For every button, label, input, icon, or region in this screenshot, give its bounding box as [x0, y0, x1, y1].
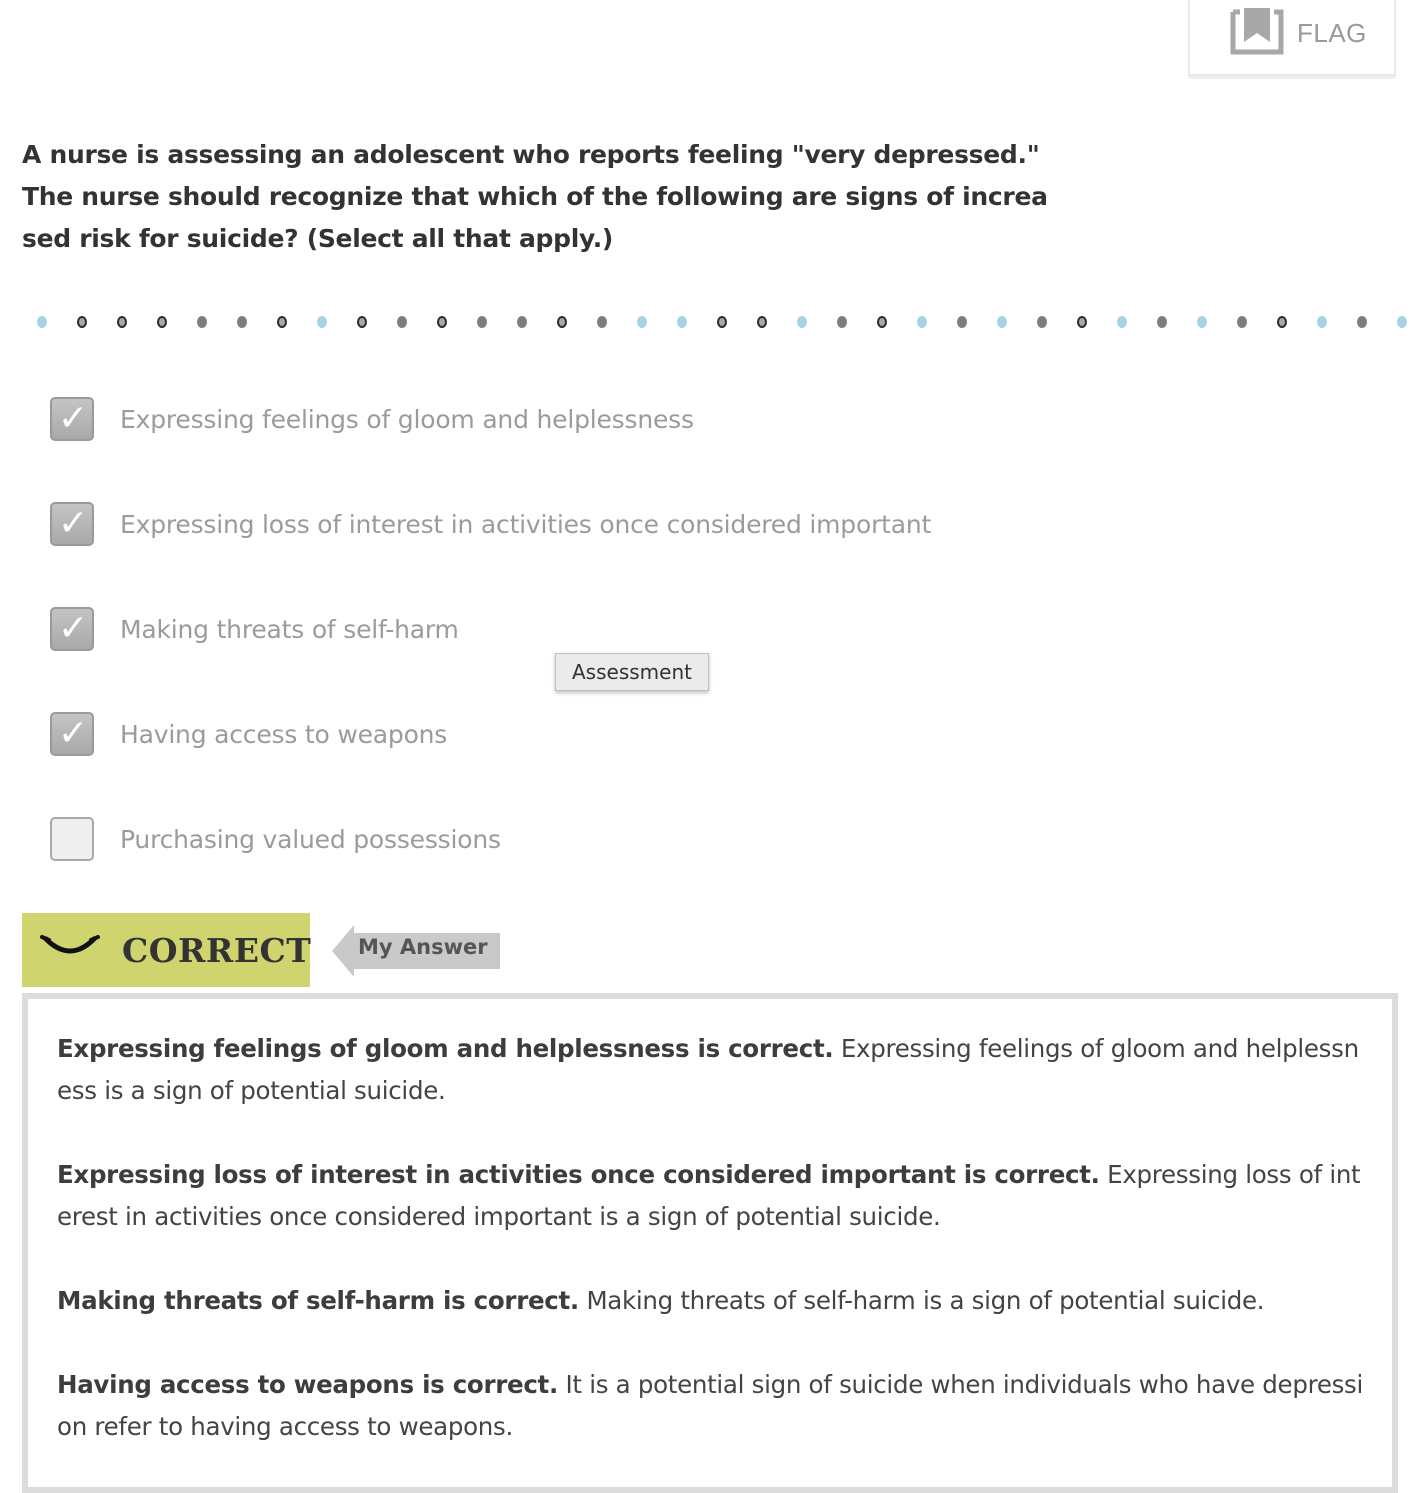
option-checkbox[interactable]	[50, 397, 94, 441]
progress-dot[interactable]	[797, 316, 807, 328]
progress-dot[interactable]	[517, 316, 527, 328]
feedback-heading: Expressing loss of interest in activities once considered important is correct.	[57, 1160, 1100, 1189]
checkmark-icon: ✓	[58, 608, 89, 649]
progress-dot[interactable]	[1077, 316, 1087, 328]
option-label: Expressing loss of interest in activities once considered important	[120, 509, 932, 539]
question-text: A nurse is assessing an adolescent who reports feeling "very depressed." The nurse should recognize that which of the following are signs of increased risk for suicide? (Select all that apply.)	[22, 140, 1048, 253]
feedback-heading: Expressing feelings of gloom and helplessness is correct.	[57, 1034, 834, 1063]
checkmark-icon: ✓	[58, 713, 89, 754]
progress-dot[interactable]	[317, 316, 327, 328]
progress-dot[interactable]	[1157, 316, 1167, 328]
option-checkbox[interactable]	[50, 502, 94, 546]
feedback-text: It is a potential sign of suicide when individuals who have depression refer to having access to weapons.	[57, 1370, 1364, 1441]
progress-dot[interactable]	[717, 316, 727, 328]
progress-dot[interactable]	[557, 316, 567, 328]
progress-dot[interactable]	[1397, 316, 1407, 328]
progress-dot[interactable]	[437, 316, 447, 328]
my-answer-label: My Answer	[358, 935, 488, 959]
feedback-item	[57, 1028, 1367, 1112]
bookmark-icon	[1230, 6, 1284, 56]
result-status: CORRECT	[122, 931, 312, 970]
option-checkbox[interactable]	[50, 817, 94, 861]
progress-dot[interactable]	[877, 316, 887, 328]
feedback-item	[57, 1280, 1367, 1322]
progress-dot[interactable]	[997, 316, 1007, 328]
option-0[interactable]	[50, 396, 1050, 442]
progress-dot[interactable]	[77, 316, 87, 328]
feedback-text: Making threats of self-harm is a sign of potential suicide.	[578, 1286, 1265, 1315]
progress-dot[interactable]	[277, 316, 287, 328]
tooltip: Assessment	[555, 653, 709, 691]
progress-dot[interactable]	[237, 316, 247, 328]
checkmark-icon: ✓	[58, 398, 89, 439]
progress-dot[interactable]	[1197, 316, 1207, 328]
progress-dot[interactable]	[477, 316, 487, 328]
progress-dot[interactable]	[197, 316, 207, 328]
feedback-item	[57, 1154, 1367, 1238]
progress-dot[interactable]	[357, 316, 367, 328]
option-label: Expressing feelings of gloom and helplessness	[120, 404, 694, 434]
progress-dot[interactable]	[1277, 316, 1287, 328]
option-4[interactable]	[50, 816, 1050, 862]
progress-dot[interactable]	[37, 316, 47, 328]
option-2[interactable]	[50, 606, 1050, 652]
progress-dot[interactable]	[677, 316, 687, 328]
checkmark-icon: ✓	[58, 503, 89, 544]
progress-dot[interactable]	[597, 316, 607, 328]
feedback-text: Expressing loss of interest in activities once considered important is a sign of potential suicide.	[57, 1160, 1361, 1231]
feedback-text: Expressing feelings of gloom and helplessness is a sign of potential suicide.	[57, 1034, 1359, 1105]
question-progress-dots	[0, 312, 1424, 332]
progress-dot[interactable]	[1117, 316, 1127, 328]
progress-dot[interactable]	[917, 316, 927, 328]
smile-icon	[40, 929, 100, 959]
feedback-item	[57, 1364, 1367, 1448]
progress-dot[interactable]	[1237, 316, 1247, 328]
feedback-panel	[22, 993, 1398, 1493]
feedback-heading: Having access to weapons is correct.	[57, 1370, 558, 1399]
progress-dot[interactable]	[117, 316, 127, 328]
progress-dot[interactable]	[1357, 316, 1367, 328]
option-label: Having access to weapons	[120, 719, 448, 749]
feedback-heading: Making threats of self-harm is correct.	[57, 1286, 579, 1315]
option-3[interactable]	[50, 711, 1050, 757]
progress-dot[interactable]	[957, 316, 967, 328]
progress-dot[interactable]	[837, 316, 847, 328]
option-label: Making threats of self-harm	[120, 614, 459, 644]
progress-dot[interactable]	[397, 316, 407, 328]
progress-dot[interactable]	[157, 316, 167, 328]
progress-dot[interactable]	[637, 316, 647, 328]
option-label: Purchasing valued possessions	[120, 824, 501, 854]
result-badge	[22, 913, 310, 987]
option-1[interactable]	[50, 501, 1050, 547]
option-checkbox[interactable]	[50, 712, 94, 756]
flag-label: FLAG	[1297, 18, 1367, 48]
progress-dot[interactable]	[1317, 316, 1327, 328]
my-answer-button[interactable]	[332, 925, 502, 977]
option-checkbox[interactable]	[50, 607, 94, 651]
flag-button[interactable]	[1188, 0, 1396, 76]
progress-dot[interactable]	[1037, 316, 1047, 328]
progress-dot[interactable]	[757, 316, 767, 328]
